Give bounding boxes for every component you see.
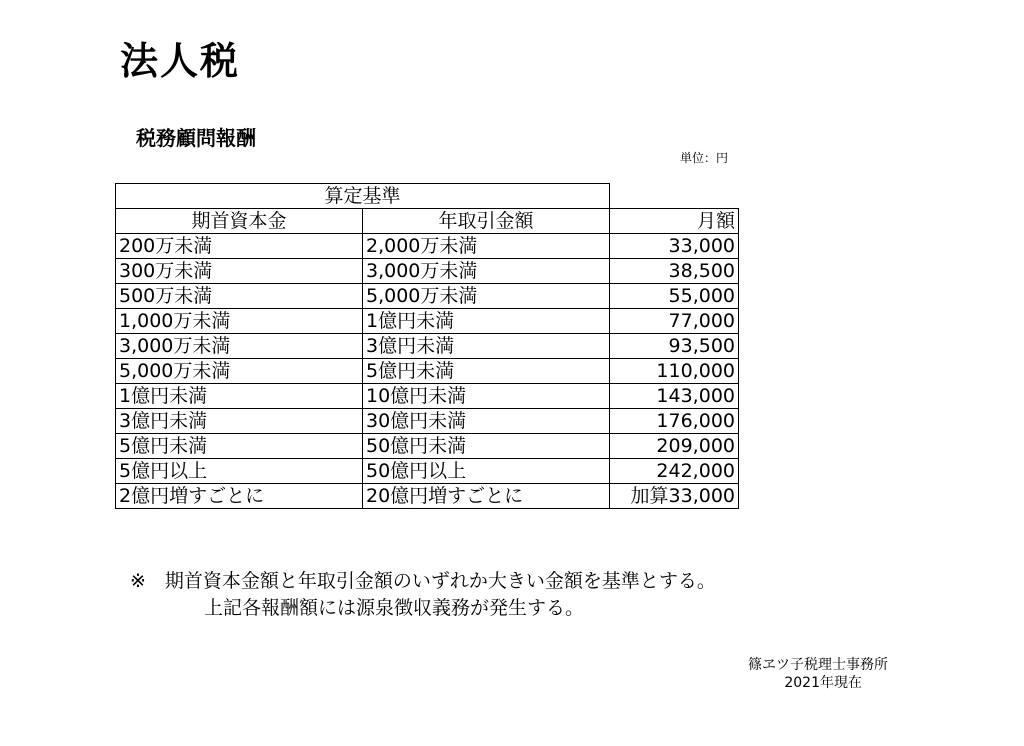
cell-capital: 1,000万未満 bbox=[116, 309, 363, 334]
column-header-monthly: 月額 bbox=[610, 209, 739, 234]
table-row bbox=[116, 434, 739, 459]
cell-transactions: 30億円未満 bbox=[363, 409, 610, 434]
column-header-capital: 期首資本金 bbox=[116, 209, 363, 234]
table-row bbox=[116, 309, 739, 334]
fee-table bbox=[115, 183, 739, 509]
as-of-date: 2021年現在 bbox=[784, 675, 862, 691]
cell-transactions: 50億円以上 bbox=[363, 459, 610, 484]
table-row bbox=[116, 284, 739, 309]
cell-transactions: 3,000万未満 bbox=[363, 259, 610, 284]
cell-monthly: 242,000 bbox=[610, 459, 739, 484]
table-row bbox=[116, 259, 739, 284]
cell-capital: 5,000万未満 bbox=[116, 359, 363, 384]
page-title: 法人税 bbox=[120, 39, 241, 83]
cell-monthly: 209,000 bbox=[610, 434, 739, 459]
cell-transactions: 20億円増すごとに bbox=[363, 484, 610, 509]
cell-transactions: 5億円未満 bbox=[363, 359, 610, 384]
cell-capital: 1億円未満 bbox=[116, 384, 363, 409]
table-row bbox=[116, 384, 739, 409]
table-row bbox=[116, 409, 739, 434]
cell-monthly: 93,500 bbox=[610, 334, 739, 359]
cell-monthly: 38,500 bbox=[610, 259, 739, 284]
cell-monthly: 33,000 bbox=[610, 234, 739, 259]
cell-transactions: 3億円未満 bbox=[363, 334, 610, 359]
cell-capital: 300万未満 bbox=[116, 259, 363, 284]
column-header-transactions: 年取引金額 bbox=[363, 209, 610, 234]
group-header-row bbox=[116, 184, 739, 209]
cell-capital: 5億円未満 bbox=[116, 434, 363, 459]
cell-monthly: 77,000 bbox=[610, 309, 739, 334]
notes bbox=[130, 568, 716, 622]
cell-capital: 500万未満 bbox=[116, 284, 363, 309]
cell-capital: 3億円未満 bbox=[116, 409, 363, 434]
cell-transactions: 1億円未満 bbox=[363, 309, 610, 334]
table-row bbox=[116, 484, 739, 509]
cell-capital: 3,000万未満 bbox=[116, 334, 363, 359]
cell-capital: 5億円以上 bbox=[116, 459, 363, 484]
blank-cell bbox=[610, 184, 739, 209]
group-header: 算定基準 bbox=[116, 184, 610, 209]
note-line-1: ※ 期首資本金額と年取引金額のいずれか大きい金額を基準とする。 bbox=[130, 570, 716, 592]
table-row bbox=[116, 359, 739, 384]
table-row bbox=[116, 234, 739, 259]
cell-capital: 2億円増すごとに bbox=[116, 484, 363, 509]
cell-monthly: 176,000 bbox=[610, 409, 739, 434]
section-title: 税務顧問報酬 bbox=[136, 126, 256, 150]
cell-transactions: 2,000万未満 bbox=[363, 234, 610, 259]
firm-name: 篠ヱツ子税理士事務所 bbox=[748, 657, 888, 673]
column-header-row bbox=[116, 209, 739, 234]
note-line-2: 上記各報酬額には源泉徴収義務が発生する。 bbox=[204, 597, 585, 619]
table-row bbox=[116, 459, 739, 484]
cell-transactions: 5,000万未満 bbox=[363, 284, 610, 309]
cell-monthly: 55,000 bbox=[610, 284, 739, 309]
cell-monthly: 加算33,000 bbox=[610, 484, 739, 509]
cell-monthly: 110,000 bbox=[610, 359, 739, 384]
cell-capital: 200万未満 bbox=[116, 234, 363, 259]
cell-monthly: 143,000 bbox=[610, 384, 739, 409]
cell-transactions: 10億円未満 bbox=[363, 384, 610, 409]
firm-info bbox=[748, 656, 888, 692]
cell-transactions: 50億円未満 bbox=[363, 434, 610, 459]
unit-label: 単位：円 bbox=[680, 151, 729, 165]
table-row bbox=[116, 334, 739, 359]
